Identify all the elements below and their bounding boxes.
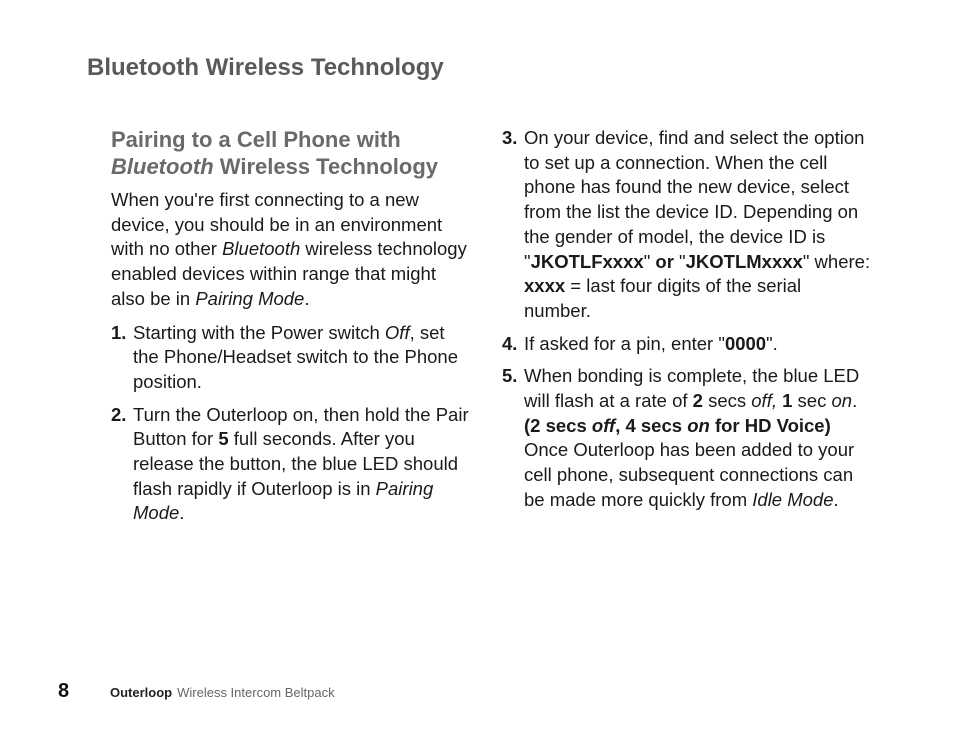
step-text: When bonding is complete, the blue LED will flash at a rate of 2 secs off, 1 sec on. (2 secs off, 4 secs on for HD Voice) Once Outerloop has been added to your cell phone, subsequent connections can be made more quickly from Idle Mode. xyxy=(524,365,860,510)
step-number: 2. xyxy=(111,403,127,425)
step-2 xyxy=(111,403,471,527)
intro-paragraph: When you're first connecting to a new device, you should be in an environment with no other Bluetooth wireless technology enabled devices within range that might also be in Pairing Mode. xyxy=(111,189,467,309)
step-text: Turn the Outerloop on, then hold the Pair Button for 5 full seconds. After you release the button, the blue LED should flash rapidly if Outerloop is in Pairing Mode. xyxy=(133,403,469,524)
step-number: 5. xyxy=(502,365,518,387)
step-3 xyxy=(502,126,872,324)
step-number: 1. xyxy=(111,321,127,343)
step-5 xyxy=(502,364,872,512)
right-column xyxy=(502,126,872,521)
step-4 xyxy=(502,332,872,357)
step-text: On your device, find and select the option to set up a connection. When the cell phone has found the new device, select from the list the device ID. Depending on the gender of model, the device ID is "JKOTLFxxxx" or "JKOTLMxxxx" where: xxxx = last four digits of the serial number. xyxy=(524,127,871,321)
step-1 xyxy=(111,321,471,395)
left-column xyxy=(111,126,471,534)
footer-brand: Outerloop xyxy=(110,685,173,700)
step-text: If asked for a pin, enter "0000". xyxy=(524,332,778,354)
page-title: Bluetooth Wireless Technology xyxy=(87,54,444,81)
step-number: 3. xyxy=(502,127,518,148)
page-footer xyxy=(58,680,335,703)
step-number: 4. xyxy=(502,332,518,354)
page-number: 8 xyxy=(58,680,70,702)
step-text: Starting with the Power switch Off, set the Phone/Headset switch to the Phone position. xyxy=(133,321,458,392)
section-subheading: Pairing to a Cell Phone with Bluetooth Wireless Technology xyxy=(111,127,438,179)
footer-description: Wireless Intercom Beltpack xyxy=(177,685,335,700)
